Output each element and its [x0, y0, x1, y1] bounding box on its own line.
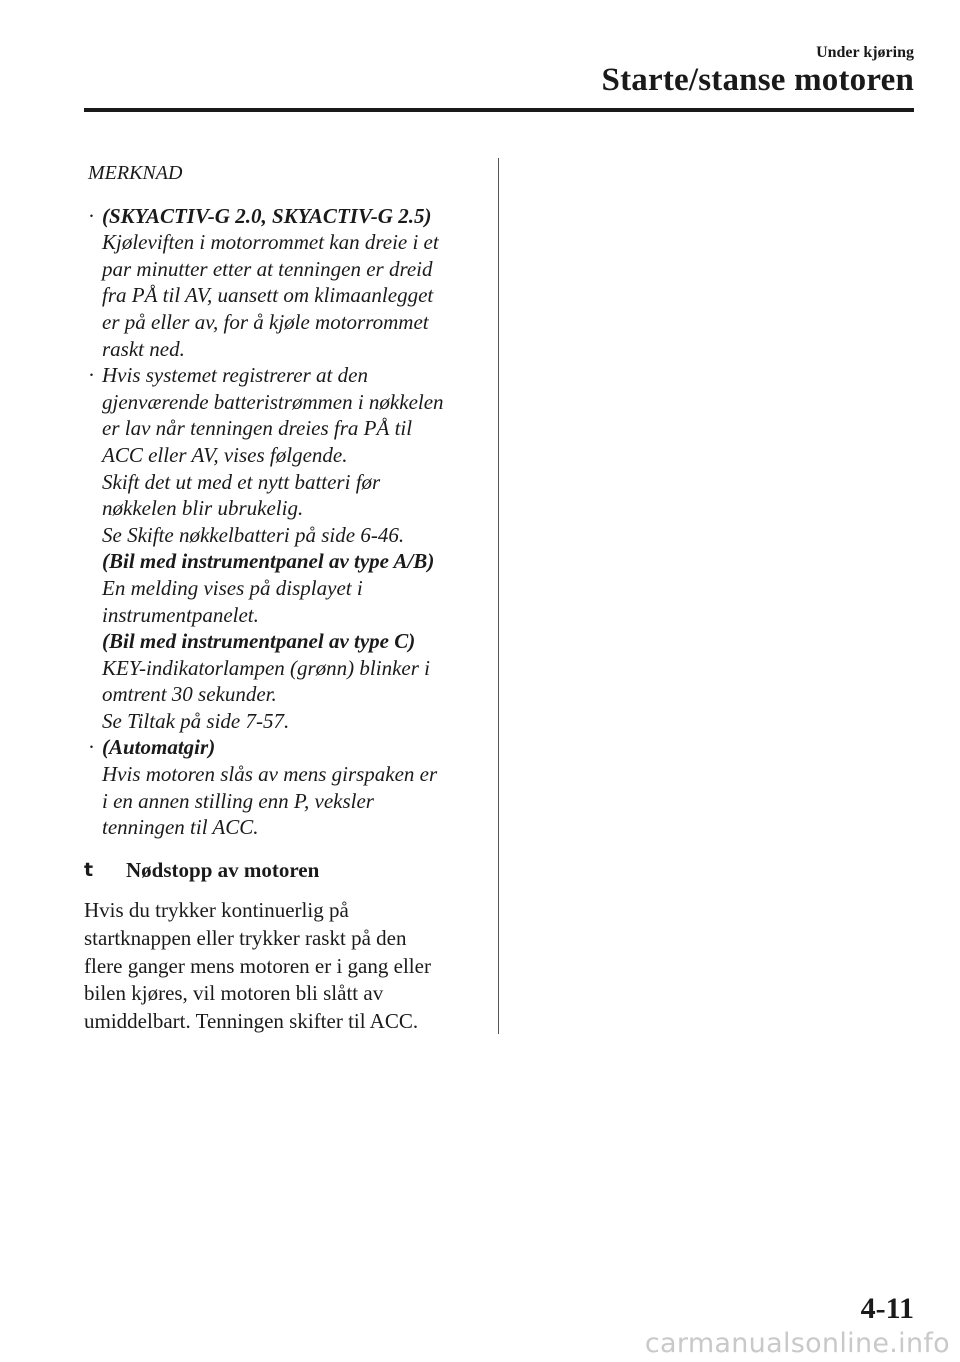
- note-line: (Bil med instrumentpanel av type C): [102, 629, 416, 654]
- note-line: er på eller av, for å kjøle motorrommet: [102, 309, 429, 334]
- body-line: startknappen eller trykker raskt på den: [84, 926, 407, 951]
- body-line: bilen kjøres, vil motoren bli slått av: [84, 981, 384, 1006]
- note-line: Hvis systemet registrerer at den: [102, 363, 368, 388]
- note-line: instrumentpanelet.: [102, 602, 259, 627]
- note-line: ACC eller AV, vises følgende.: [102, 442, 348, 467]
- note-line: raskt ned.: [102, 336, 185, 361]
- section-heading: [84, 857, 484, 884]
- page-number: 4-11: [860, 1292, 914, 1325]
- page-title: Starte/stanse motoren: [601, 62, 914, 98]
- body-line: umiddelbart. Tenningen skifter til ACC.: [84, 1008, 419, 1033]
- column-divider: [498, 158, 499, 1034]
- cross-reference: Se Tiltak på side 7-57.: [102, 708, 290, 733]
- note-line: Kjøleviften i motorrommet kan dreie i et: [102, 230, 439, 255]
- bullet-icon: ·: [88, 203, 95, 228]
- section-heading-text: Nødstopp av motoren: [126, 857, 320, 882]
- note-line: nøkkelen blir ubrukelig.: [102, 496, 304, 521]
- note-line: (Automatgir): [102, 735, 216, 760]
- note-line: i en annen stilling enn P, veksler: [102, 788, 374, 813]
- note-item: [84, 362, 484, 734]
- note-line: KEY-indikatorlampen (grønn) blinker i: [102, 655, 430, 680]
- note-line: omtrent 30 sekunder.: [102, 682, 277, 707]
- note-line: En melding vises på displayet i: [102, 575, 363, 600]
- cross-reference: Se Skifte nøkkelbatteri på side 6-46.: [102, 522, 405, 547]
- note-list: [84, 203, 484, 841]
- left-column: [84, 160, 484, 1035]
- note-item: [84, 203, 484, 363]
- body-line: flere ganger mens motoren er i gang eller: [84, 953, 431, 978]
- note-line: (SKYACTIV-G 2.0, SKYACTIV-G 2.5): [102, 203, 432, 228]
- note-item: [84, 734, 484, 840]
- note-line: gjenværende batteristrømmen i nøkkelen: [102, 389, 444, 414]
- note-line: tenningen til ACC.: [102, 815, 259, 840]
- note-line: par minutter etter at tenningen er dreid: [102, 256, 433, 281]
- section-marker-icon: t: [84, 858, 94, 881]
- note-line: Hvis motoren slås av mens girspaken er: [102, 762, 438, 787]
- note-line: Skift det ut med et nytt batteri før: [102, 469, 381, 494]
- note-label: MERKNAD: [88, 162, 183, 184]
- note-line: (Bil med instrumentpanel av type A/B): [102, 549, 435, 574]
- section-body: [84, 897, 484, 1035]
- watermark: carmanualsonline.info: [644, 1328, 950, 1359]
- header-rule: [84, 108, 914, 112]
- running-header-chapter: Under kjøring: [816, 44, 914, 61]
- bullet-icon: ·: [88, 363, 95, 388]
- note-line: er lav når tenningen dreies fra PÅ til: [102, 416, 413, 441]
- body-line: Hvis du trykker kontinuerlig på: [84, 898, 349, 923]
- note-line: fra PÅ til AV, uansett om klimaanlegget: [102, 283, 434, 308]
- bullet-icon: ·: [88, 735, 95, 760]
